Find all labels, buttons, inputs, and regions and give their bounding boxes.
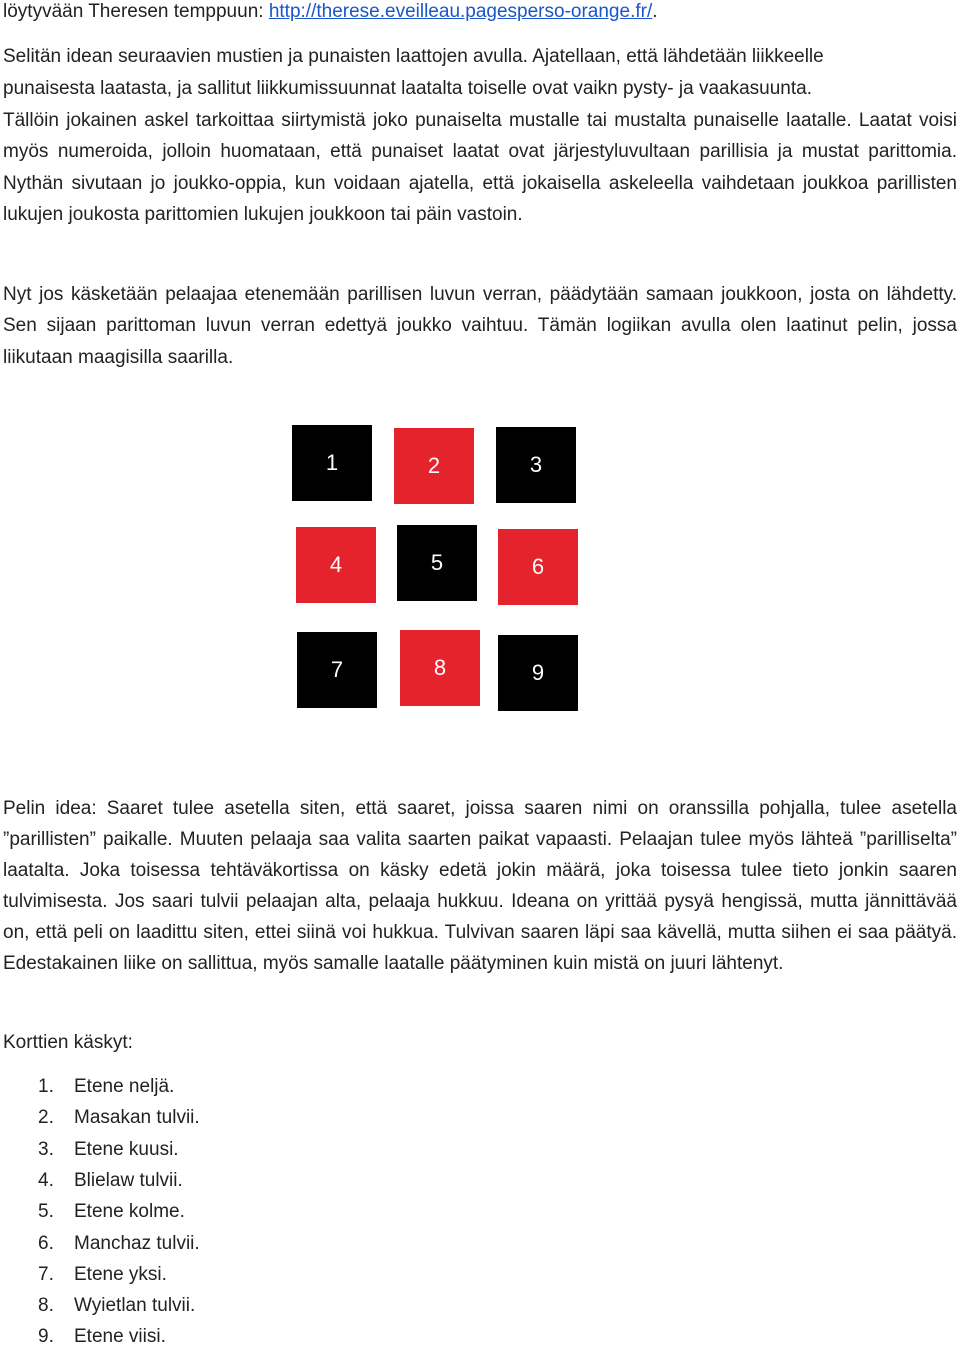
tile-label: 4 (329, 552, 343, 577)
list-number: 3. (38, 1138, 54, 1160)
tile-3 (496, 427, 576, 503)
list-number: 4. (38, 1169, 54, 1191)
list-text: Etene kolme. (74, 1201, 185, 1223)
tile-1 (292, 425, 372, 501)
tile-6 (498, 529, 578, 605)
list-text: Masakan tulvii. (74, 1107, 200, 1129)
list-number: 2. (38, 1107, 54, 1129)
paragraph2: Nyt jos käsketään pelaajaa etenemään parillisen luvun verran, päädytään samaan joukkoon, josta on lähdetty. Sen sijaan parittoman luvun verran edettyä joukko vaihtuu. Tämän logiikan avulla olen laatinut pelin, jossa liikutaan maagisilla saarilla. (3, 284, 957, 368)
list-number: 9. (38, 1326, 54, 1348)
list-number: 7. (38, 1263, 54, 1285)
tile-label: 9 (531, 660, 545, 685)
list-text: Etene kuusi. (74, 1138, 179, 1160)
intro-period: . (652, 1, 658, 22)
list-text: Etene neljä. (74, 1076, 175, 1097)
tile-label: 3 (529, 452, 543, 477)
list-text: Etene viisi. (74, 1326, 166, 1348)
tile-label: 7 (330, 657, 344, 682)
list-number: 6. (38, 1232, 54, 1254)
list-number: 8. (38, 1295, 54, 1317)
paragraph1-rest: Tällöin jokainen askel tarkoittaa siirtymistä joko punaiselta mustalle tai mustalta punaiselle laatalle. Laatat voisi myös numeroida, jolloin huomataan, että punaiset laatat ovat järjestyluvultaan parillisia ja mustat parittomia. Nythän sivutaan jo joukko-oppia, kun voidaan ajatella, että jokaisella askeleella vaihdetaan joukkoa parillisten lukujen joukosta parittomien lukujen joukkoon tai päin vastoin. (3, 110, 957, 225)
tile-9 (498, 635, 578, 711)
list-number: 1. (38, 1076, 54, 1097)
tile-7 (297, 632, 377, 708)
paragraph1-line1: Selitän idean seuraavien mustien ja punaisten laattojen avulla. Ajatellaan, että lähdetään liikkeelle (3, 46, 824, 67)
tile-label: 6 (531, 554, 545, 579)
list-text: Manchaz tulvii. (74, 1232, 200, 1254)
paragraph3: Pelin idea: Saaret tulee asetella siten, että saaret, joissa saaren nimi on oranssilla pohjalla, tulee asetella ”parillisten” paikalle. Muuten pelaaja saa valita saarten paikat vapaasti. Pelaajan tulee myös lähteä ”parilliselta” laatalta. Joka toisessa tehtäväkortissa on käsky edetä jokin määrä, joka toisessa tulee tieto jonkin saaren tulvimisesta. Jos saari tulvii pelaajan alta, pelaaja hukkuu. Ideana on yrittää pysyä hengissä, mutta jännittävää on, että peli on laadittu siten, ettei siinä voi hukkua. Tulvivan saaren läpi saa kävellä, mutta siihen ei saa päätyä. Edestakainen liike on sallittua, myös samalle laatalle päätyminen kuin mistä on juuri lähtenyt. (3, 798, 957, 974)
intro-text: löytyvään Theresen temppuun: (3, 1, 269, 22)
therese-link[interactable]: http://therese.eveilleau.pagesperso-orange.fr/ (268, 1, 653, 22)
tile-label: 2 (427, 453, 441, 478)
list-text: Etene yksi. (74, 1263, 167, 1285)
tile-label: 1 (325, 450, 339, 475)
tile-label: 8 (433, 655, 447, 680)
tile-8 (400, 630, 480, 706)
paragraph1-line2: punaisesta laatasta, ja sallitut liikkumissuunnat laatalta toiselle ovat vaikn pysty- ja vaakasuunta. (3, 78, 812, 99)
list-number: 5. (38, 1201, 54, 1223)
intro-line (3, 0, 658, 24)
tile-2 (394, 428, 474, 504)
tile-5 (397, 525, 477, 601)
list-text: Wyietlan tulvii. (74, 1295, 196, 1317)
tile-4 (296, 527, 376, 603)
tile-label: 5 (430, 550, 444, 575)
list-text: Blielaw tulvii. (74, 1169, 183, 1191)
cards-heading: Korttien käskyt: (3, 1032, 133, 1053)
